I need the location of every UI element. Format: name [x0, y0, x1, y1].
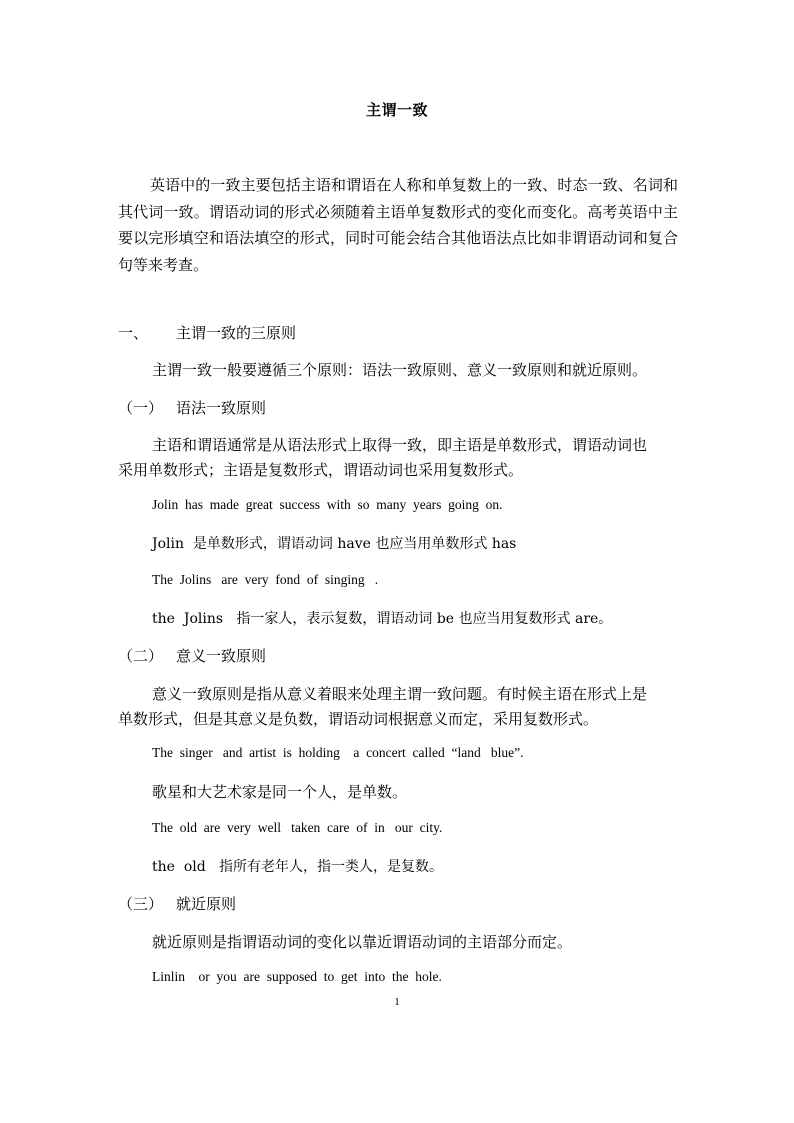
- section-number: 一、: [118, 324, 149, 342]
- rule-heading-2: 意义一致原则: [176, 647, 267, 665]
- rule-number-1: （一）: [118, 399, 164, 417]
- rule1-example-2: The Jolins are very fond of singing .: [152, 572, 379, 587]
- rule3-text-line-1: 就近原则是指谓语动词的变化以靠近谓语动词的主语部分而定。: [152, 933, 573, 951]
- rule2-text-line-2: 单数形式，但是其意义是负数，谓语动词根据意义而定，采用复数形式。: [118, 710, 599, 728]
- section-summary: 主谓一致一般要遵循三个原则：语法一致原则、意义一致原则和就近原则。: [152, 361, 648, 379]
- page-title: 主谓一致: [365, 101, 428, 119]
- rule1-example-1: Jolin has made great success with so many years going on.: [152, 497, 503, 512]
- rule1-text-line-1: 主语和谓语通常是从语法形式上取得一致，即主语是单数形式，谓语动词也: [152, 436, 648, 454]
- intro-paragraph: 英语中的一致主要包括主语和谓语在人称和单复数上的一致、时态一致、名词和其代词一致。谓语动词的形式必须随着主语单复数形式的变化而变化。高考英语中主要以完形填空和语法填空的形式，同时可能会结合其他语法点比如非谓语动词和复合句等来考查。: [118, 176, 678, 274]
- rule2-text-line-1: 意义一致原则是指从意义着眼来处理主谓一致问题。有时候主语在形式上是: [152, 685, 648, 703]
- rule2-explanation-2: the old 指所有老年人，指一类人，是复数。: [152, 859, 444, 875]
- section-heading: 主谓一致的三原则: [176, 324, 297, 342]
- rule-number-3: （三）: [118, 895, 164, 913]
- page-number: 1: [394, 996, 400, 1008]
- rule2-example-1: The singer and artist is holding a concert called “land blue”.: [152, 745, 524, 760]
- rule-number-2: （二）: [118, 647, 164, 665]
- rule1-explanation-2: the Jolins 指一家人，表示复数，谓语动词 be 也应当用复数形式 are。: [152, 611, 613, 627]
- rule1-text-line-2: 采用单数形式；主语是复数形式，谓语动词也采用复数形式。: [118, 461, 524, 479]
- rule2-example-2: The old are very well taken care of in our city.: [152, 820, 443, 835]
- rule2-explanation-1: 歌星和大艺术家是同一个人，是单数。: [152, 783, 408, 801]
- rule1-explanation-1: Jolin 是单数形式，谓语动词 have 也应当用单数形式 has: [152, 536, 517, 552]
- rule-heading-3: 就近原则: [176, 895, 237, 913]
- rule-heading-1: 语法一致原则: [176, 399, 267, 417]
- rule3-example-1: Linlin or you are supposed to get into the hole.: [152, 969, 442, 984]
